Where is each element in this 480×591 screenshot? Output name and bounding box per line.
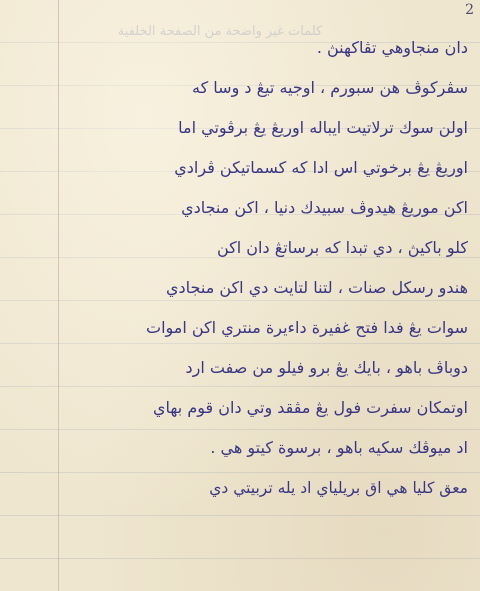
text-line: كلو باكيڽ ، دي تبدا كه برساتڠ دان اكن bbox=[216, 238, 468, 257]
text-line: دان منجاوهي تڤاكهنڽ . bbox=[316, 38, 468, 57]
text-line: اد ميوڤك سكيه باهو ، برسوة كيتو هي . bbox=[210, 438, 468, 457]
text-line: اكن موريڠ هيدوڤ سبيدك دنيا ، اكن منجادي bbox=[181, 198, 468, 217]
text-line: سڤركوڤ هن سبورم ، اوجيه تيڠ د وسا كه bbox=[192, 78, 468, 97]
bleed-through-text: كلمات غير واضحة من الصفحة الخلفية bbox=[117, 24, 323, 39]
text-line: اوريڠ يڠ برخوتي اس ادا كه كسماتيكن ڤرادي bbox=[174, 158, 468, 177]
page-number: 2 bbox=[465, 2, 474, 18]
text-line: سوات يڠ فدا فتح غفيرة داءيرة منتري اكن اموات bbox=[146, 318, 468, 337]
text-line: دوباڤ باهو ، بايك يڠ برو فيلو من صفت ارد bbox=[185, 358, 468, 377]
text-line: معق كليا هي اق بريلياي اد يله تربيتي دي bbox=[209, 479, 468, 497]
handwritten-text-lines bbox=[8, 28, 468, 508]
text-line: اوتمكان سفرت فول يڠ مڤقد وتي دان قوم بهاي bbox=[153, 398, 468, 417]
text-line: هندو رسكل صنات ، لتنا لتايت دي اكن منجادي bbox=[166, 278, 468, 297]
text-line: اولن سوك ترلاتيت ايباله اوريڠ يڠ برڤوتي اما bbox=[178, 118, 468, 137]
